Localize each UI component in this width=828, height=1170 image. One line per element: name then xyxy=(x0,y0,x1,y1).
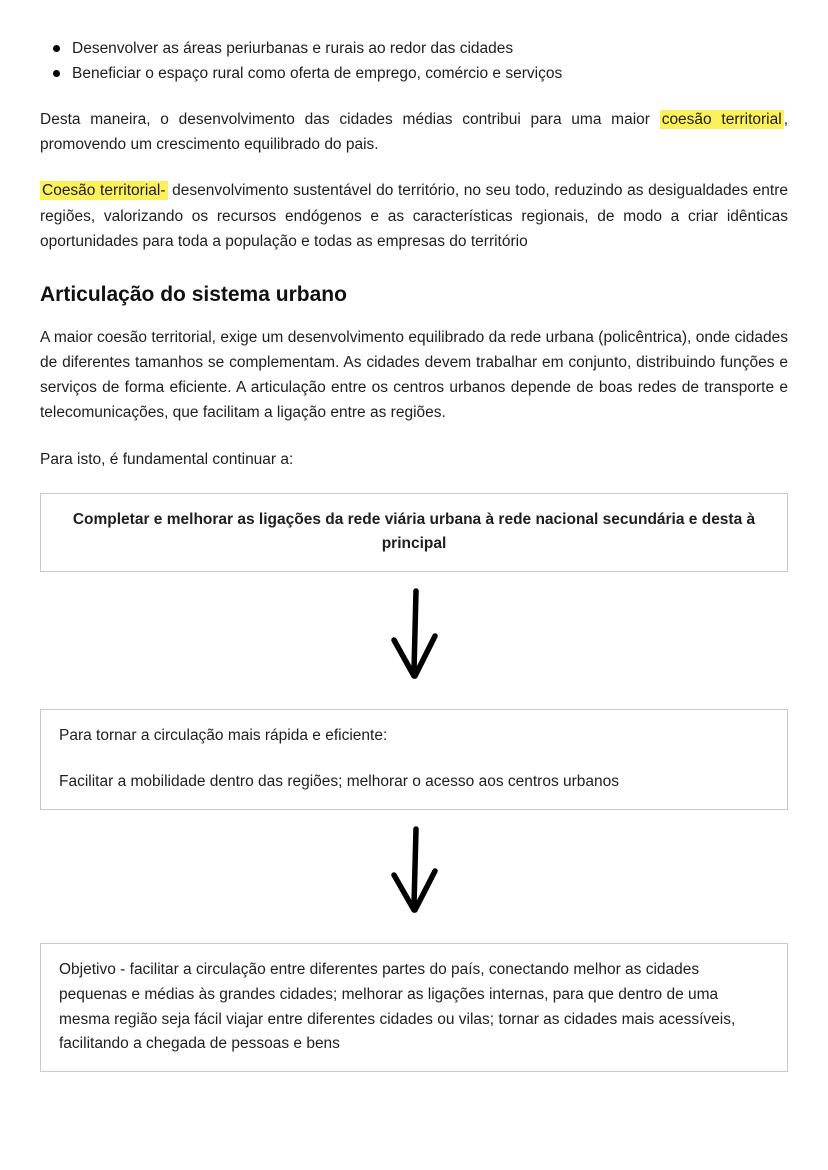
down-arrow-icon xyxy=(385,825,443,921)
flow-box-text: Completar e melhorar as ligações da rede viária urbana à rede nacional secundária e desta à principal xyxy=(72,510,756,553)
paragraph-definicao xyxy=(40,178,788,253)
paragraph-articulacao: A maior coesão territorial, exige um desenvolvimento equilibrado da rede urbana (policêntrica), onde cidades de diferentes tamanhos se complementam. As cidades devem trabalhar em conjunto, distribuindo funções e serviços de forma eficiente. A articulação entre os centros urbanos depende de boas redes de transporte e telecomunicações, que facilitam a ligação entre as regiões. xyxy=(40,329,788,422)
down-arrow-icon xyxy=(385,587,443,687)
flow-box-text: Para tornar a circulação mais rápida e eficiente: xyxy=(59,727,388,745)
flow-box-circulacao xyxy=(40,709,788,810)
bullet-text: Beneficiar o espaço rural como oferta de emprego, comércio e serviços xyxy=(72,65,563,83)
text-run: desenvolvimento sustentável do território, no seu todo, reduzindo as desigualdades entre regiões, valorizando os recursos endógenos e as características regionais, de modo a criar idênticas oportunidades para toda a população e todas as empresas do território xyxy=(40,182,788,250)
flow-box-ligacoes xyxy=(40,493,788,573)
bullet-text: Desenvolver as áreas periurbanas e rurais ao redor das cidades xyxy=(72,40,514,57)
bullet-item xyxy=(40,36,788,61)
highlight-coesao-territorial: coesão territorial xyxy=(661,111,782,129)
section-heading: Articulação do sistema urbano xyxy=(40,282,347,306)
paragraph-coesao xyxy=(40,107,788,157)
paragraph-intro-flow: Para isto, é fundamental continuar a: xyxy=(40,450,294,468)
text-run: Desta maneira, o desenvolvimento das cidades médias contribui para uma maior xyxy=(40,111,660,129)
highlight-coesao-definicao: Coesão territorial- xyxy=(42,182,166,200)
flow-box-text: Objetivo - facilitar a circulação entre diferentes partes do país, conectando melhor as cidades pequenas e médias às grandes cidades; melhorar as ligações internas, para que dentro de uma mesma região seja fácil viajar entre diferentes cidades ou vilas; tornar as cidades mais acessíveis, facilitando a chegada de pessoas e bens xyxy=(59,961,736,1053)
flow-box-objetivo xyxy=(40,943,788,1072)
flow-arrow-1 xyxy=(40,572,788,709)
flow-arrow-2 xyxy=(40,810,788,943)
bullet-item xyxy=(40,61,788,86)
bullet-list xyxy=(40,36,788,86)
flow-box-text: Facilitar a mobilidade dentro das regiões; melhorar o acesso aos centros urbanos xyxy=(59,773,620,791)
text-run: , promovendo um crescimento equilibrado do pais. xyxy=(40,111,789,154)
